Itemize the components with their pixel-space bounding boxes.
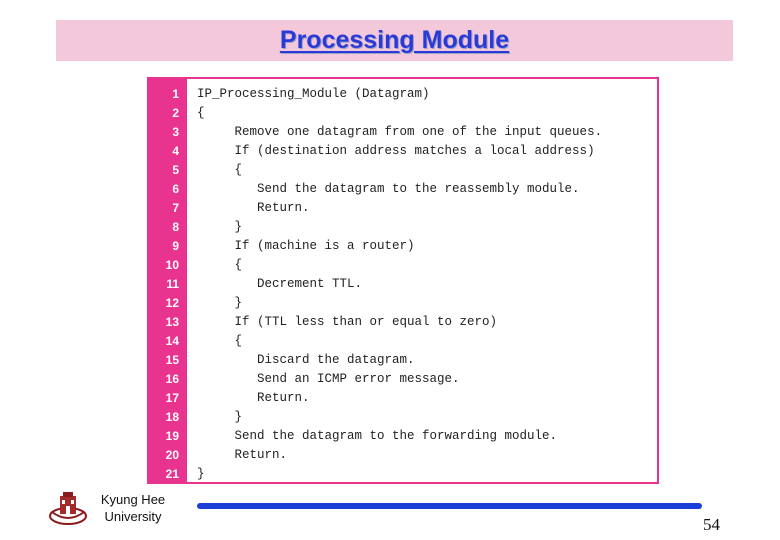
line-number: 21 — [165, 467, 179, 481]
footer-divider-bar — [197, 503, 702, 509]
code-listing — [147, 77, 659, 484]
code-line — [149, 180, 657, 199]
code-line — [149, 161, 657, 180]
code-text: Send an ICMP error message. — [197, 372, 460, 386]
line-number: 17 — [165, 391, 179, 405]
page-number: 54 — [703, 515, 720, 534]
line-number: 13 — [165, 315, 179, 329]
code-text: Remove one datagram from one of the input queues. — [197, 125, 603, 139]
code-text: { — [197, 258, 243, 272]
line-number: 10 — [165, 258, 179, 272]
code-text: IP_Processing_Module (Datagram) — [197, 87, 430, 101]
page-title: Processing Module — [279, 26, 510, 54]
code-line — [149, 313, 657, 332]
code-text: } — [197, 410, 243, 424]
line-number: 14 — [165, 334, 179, 348]
code-text: Send the datagram to the reassembly module. — [197, 182, 580, 196]
code-text: } — [197, 467, 205, 481]
university-line-1: Kyung Hee — [100, 492, 166, 507]
code-text: { — [197, 106, 205, 120]
code-line — [149, 389, 657, 408]
code-line — [149, 370, 657, 389]
code-line — [149, 351, 657, 370]
code-line — [149, 123, 657, 142]
code-text: } — [197, 296, 243, 310]
code-line — [149, 427, 657, 446]
line-number: 6 — [172, 182, 179, 196]
code-line — [149, 465, 657, 484]
line-number: 5 — [172, 163, 179, 177]
code-text: Return. — [197, 391, 310, 405]
university-name — [92, 491, 174, 525]
code-text: { — [197, 163, 243, 177]
code-text: Return. — [197, 448, 288, 462]
line-number: 15 — [165, 353, 179, 367]
code-text: Return. — [197, 201, 310, 215]
code-line — [149, 294, 657, 313]
code-line — [149, 142, 657, 161]
code-line — [149, 275, 657, 294]
line-number: 12 — [165, 296, 179, 310]
code-line — [149, 446, 657, 465]
code-text: If (machine is a router) — [197, 239, 415, 253]
code-line — [149, 104, 657, 123]
code-text: Decrement TTL. — [197, 277, 363, 291]
university-logo-icon — [48, 490, 88, 526]
code-line — [149, 237, 657, 256]
code-lines — [149, 85, 657, 484]
code-line — [149, 256, 657, 275]
code-line — [149, 218, 657, 237]
code-text: Send the datagram to the forwarding module. — [197, 429, 558, 443]
code-text: } — [197, 220, 243, 234]
code-text: Discard the datagram. — [197, 353, 415, 367]
line-number: 8 — [172, 220, 179, 234]
line-number: 2 — [172, 106, 179, 120]
line-number: 19 — [165, 429, 179, 443]
line-number: 9 — [172, 239, 179, 253]
line-number: 16 — [165, 372, 179, 386]
line-number: 20 — [165, 448, 179, 462]
code-line — [149, 85, 657, 104]
code-text: { — [197, 334, 243, 348]
code-text: If (destination address matches a local address) — [197, 144, 595, 158]
title-bar — [56, 20, 733, 61]
line-number: 7 — [172, 201, 179, 215]
line-number: 1 — [172, 87, 179, 101]
university-line-2: University — [104, 509, 162, 524]
code-line — [149, 332, 657, 351]
code-line — [149, 408, 657, 427]
line-number: 11 — [166, 277, 179, 291]
line-number: 3 — [172, 125, 179, 139]
code-text: If (TTL less than or equal to zero) — [197, 315, 498, 329]
line-number: 4 — [172, 144, 179, 158]
line-number: 18 — [165, 410, 179, 424]
code-line — [149, 199, 657, 218]
